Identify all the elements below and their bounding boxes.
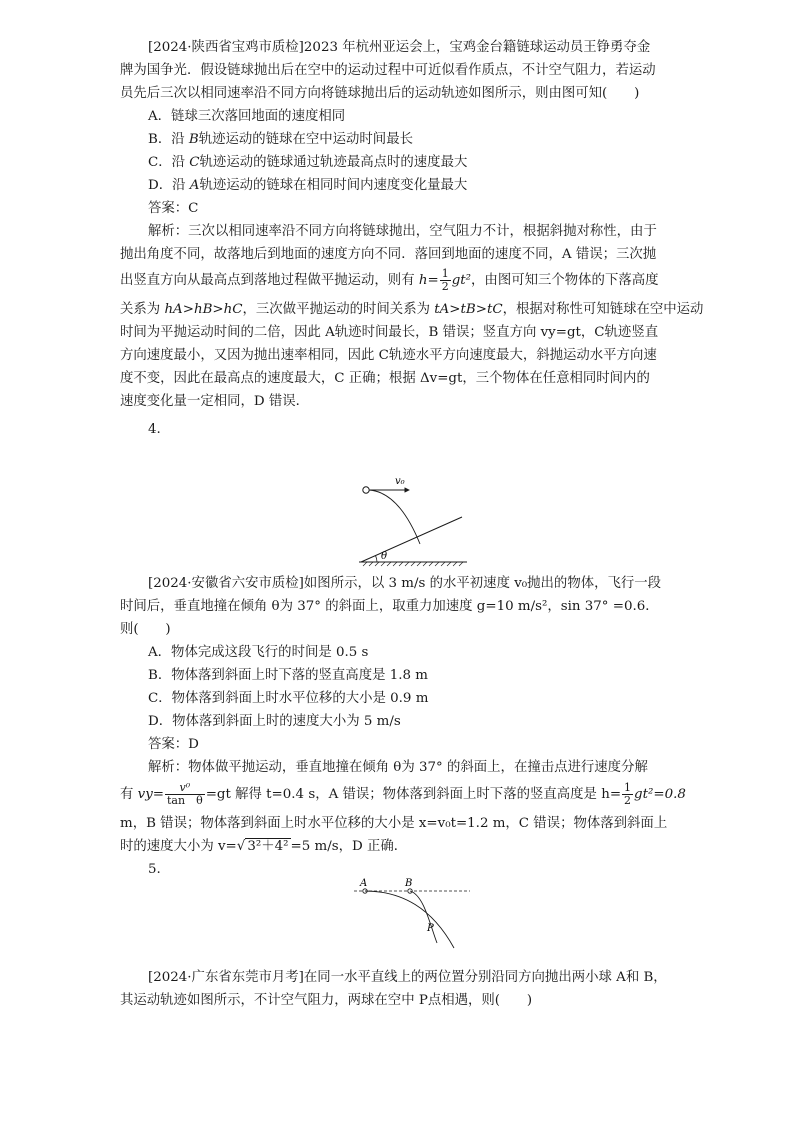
v0-label: v₀	[395, 476, 405, 487]
q3-analysis-line7: 度不变，因此在最高点的速度最大，C 正确；根据 Δv=gt，三个物体在任意相同时间内的	[120, 371, 650, 386]
q4-stem-line1: [2024·安徽省六安市质检]如图所示，以 3 m/s 的水平初速度 v₀抛出的物体，飞行一段	[148, 576, 662, 591]
q4-analysis-line3: m，B 错误；物体落到斜面上时水平位移的大小是 x=v₀t=1.2 m，C 错误；物体落到斜面上	[120, 816, 668, 831]
q3-analysis-line1: 解析：三次以相同速率沿不同方向将链球抛出，空气阻力不计，根据斜抛对称性，由于	[148, 224, 657, 239]
trajectory-b	[410, 891, 437, 943]
q4-option-d: D．物体落到斜面上时的速度大小为 5 m/s	[148, 714, 401, 729]
q3-option-d: D．沿 A轨迹运动的链球在相同时间内速度变化量最大	[148, 178, 468, 193]
q3-stem-line2: 牌为国争光．假设链球抛出后在空中的运动过程中可近似看作质点，不计空气阻力，若运动	[120, 63, 656, 78]
q4-option-a: A．物体完成这段飞行的时间是 0.5 s	[148, 645, 369, 660]
q5-number: 5.	[148, 862, 161, 877]
theta-label: θ	[381, 551, 388, 562]
ball-icon	[363, 487, 369, 493]
q4-number: 4.	[148, 422, 161, 437]
incline-line	[361, 517, 462, 562]
q5-figure-trajectories	[352, 873, 477, 958]
q4-stem-line3: 则( )	[120, 622, 171, 637]
q4-option-c: C．物体落到斜面上时水平位移的大小是 0.9 m	[148, 691, 429, 706]
q3-analysis-line8: 速度变化量一定相同，D 错误．	[120, 394, 310, 409]
q3-option-c: C．沿 C轨迹运动的链球通过轨迹最高点时的速度最大	[148, 155, 468, 170]
label-p: P	[427, 923, 434, 934]
q3-option-b: B．沿 B轨迹运动的链球在空中运动时间最长	[148, 132, 413, 147]
q3-answer: 答案：C	[148, 201, 199, 216]
q4-answer: 答案：D	[148, 737, 199, 752]
q4-stem-line2: 时间后，垂直地撞在倾角 θ为 37° 的斜面上，取重力加速度 g=10 m/s²，sin 37° =0.6．	[120, 599, 659, 614]
fraction: $\frac{1}{2}$	[441, 267, 449, 293]
q4-option-b: B．物体落到斜面上时下落的竖直高度是 1.8 m	[148, 668, 428, 683]
ground-hatch	[363, 562, 463, 566]
q3-analysis-line6: 方向速度最小，又因为抛出速率相同，因此 C轨迹水平方向速度最大，斜抛运动水平方向速	[120, 348, 657, 363]
trajectory-a	[365, 891, 454, 948]
q3-analysis-line5: 时间为平抛运动时间的二倍，因此 A轨迹时间最长，B 错误；竖直方向 vy=gt，C轨迹竖直	[120, 325, 659, 340]
q3-analysis-line4: 关系为 hA>hB>hC，三次做平抛运动的时间关系为 tA>tB>tC，根据对称性可知链球在空中运动	[120, 302, 704, 317]
label-a: A	[360, 878, 368, 889]
q3-analysis-line3: 出竖直方向从最高点到落地过程做平抛运动，则有 h= $\frac{1}{2}$ gt²，由图可知三个物体的下落高度	[120, 267, 659, 293]
q3-option-a: A．链球三次落回地面的速度相同	[148, 109, 346, 124]
q3-analysis-line2: 抛出角度不同，故落地后到地面的速度方向不同．落回到地面的速度不同，A 错误；三次抛	[120, 247, 657, 262]
fraction: $\frac{\text{v⁰}}{\text{tan θ}}$	[167, 781, 203, 807]
trajectory-curve	[369, 490, 420, 544]
label-b: B	[405, 878, 413, 889]
q3-stem-line1: [2024·陕西省宝鸡市质检]2023 年杭州亚运会上，宝鸡金台籍链球运动员王铮勇夺金	[148, 40, 651, 55]
theta-arc	[376, 556, 377, 562]
q4-analysis-line4: 时的速度大小为 v=√ 3²＋4² =5 m/s，D 正确．	[120, 839, 408, 854]
q4-figure-incline	[355, 470, 470, 570]
q5-stem-line1: [2024·广东省东莞市月考]在同一水平直线上的两位置分别沿同方向抛出两小球 A和 B，	[148, 970, 667, 985]
q4-analysis-line2: 有 vy= $\frac{\text{v⁰}}{\text{tan θ}}$ =gt 解得 t=0.4 s，A 错误；物体落到斜面上时下落的竖直高度是 h= $\frac{1}{2}$ gt²=0.8	[120, 781, 686, 807]
q5-stem-line2: 其运动轨迹如图所示，不计空气阻力，两球在空中 P点相遇，则( )	[120, 993, 533, 1008]
q3-stem-line3: 员先后三次以相同速率沿不同方向将链球抛出后的运动轨迹如图所示，则由图可知( )	[120, 86, 640, 101]
q4-analysis-line1: 解析：物体做平抛运动，垂直地撞在倾角 θ为 37° 的斜面上，在撞击点进行速度分解	[148, 760, 648, 775]
fraction: $\frac{1}{2}$	[624, 781, 632, 807]
